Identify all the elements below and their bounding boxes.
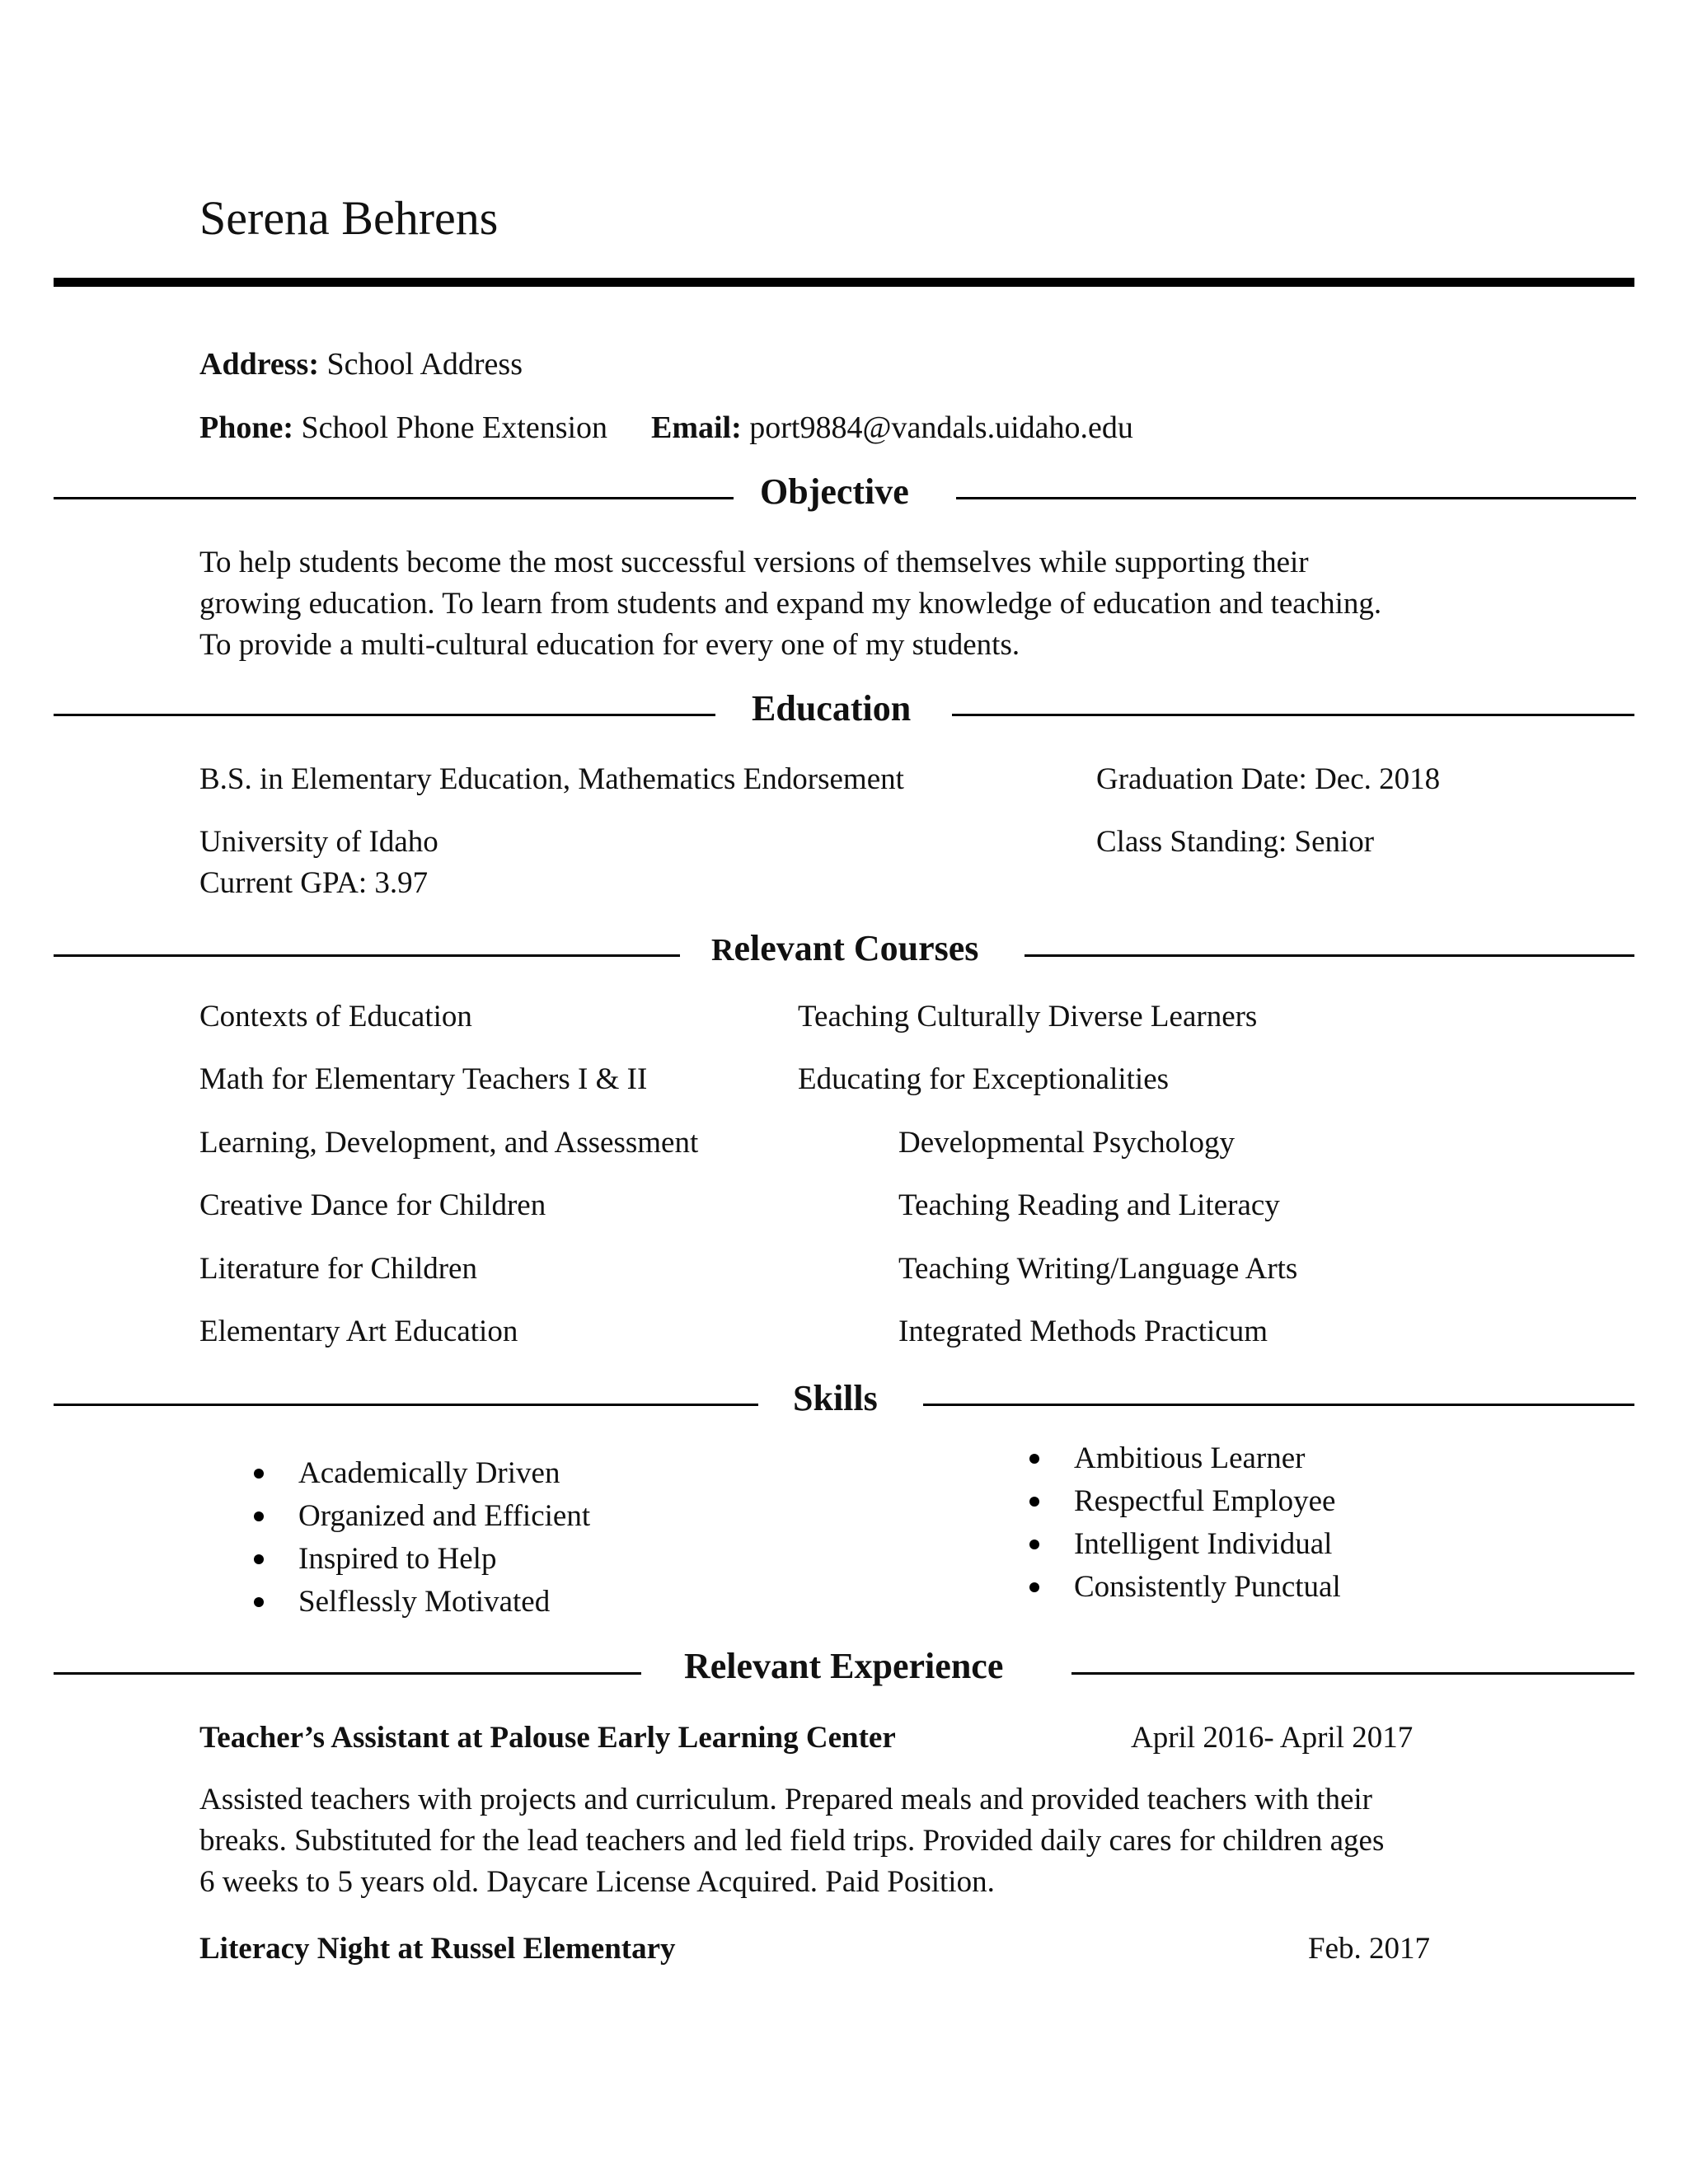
course-item: Integrated Methods Practicum <box>898 1315 1268 1348</box>
address-value: School Address <box>326 347 523 382</box>
university: University of Idaho <box>199 825 438 859</box>
address-line <box>199 349 523 380</box>
bullet-icon <box>254 1554 264 1564</box>
course-item: Elementary Art Education <box>199 1315 518 1348</box>
job-dates: April 2016- April 2017 <box>1131 1721 1414 1755</box>
bullet-icon <box>254 1597 264 1607</box>
objective-line-3: To provide a multi-cultural education for every one of my students. <box>199 628 1020 662</box>
email-line <box>651 412 1133 443</box>
courses-heading-initial: R <box>711 933 734 968</box>
objective-rule-left <box>54 497 734 499</box>
graduation-date: Graduation Date: Dec. 2018 <box>1096 762 1441 796</box>
experience-rule-right <box>1071 1672 1634 1675</box>
skill-item: Intelligent Individual <box>1025 1523 1341 1566</box>
email-value: port9884@vandals.uidaho.edu <box>749 410 1133 445</box>
course-item: Math for Elementary Teachers I & II <box>199 1062 648 1096</box>
degree: B.S. in Elementary Education, Mathematics Endorsement <box>199 762 904 796</box>
course-item: Teaching Culturally Diverse Learners <box>798 1000 1258 1033</box>
skill-item: Inspired to Help <box>249 1538 590 1581</box>
skill-item: Consistently Punctual <box>1025 1566 1341 1609</box>
objective-line-2: growing education. To learn from students and expand my knowledge of education and teaching. <box>199 587 1382 621</box>
course-item: Literature for Children <box>199 1252 477 1286</box>
education-rule-right <box>952 714 1634 716</box>
education-rule-left <box>54 714 715 716</box>
skills-rule-left <box>54 1404 758 1406</box>
job-title: Teacher’s Assistant at Palouse Early Learning Center <box>199 1721 896 1755</box>
course-item: Developmental Psychology <box>898 1126 1235 1160</box>
skill-item: Selflessly Motivated <box>249 1581 590 1624</box>
phone-label: Phone: <box>199 410 293 445</box>
courses-heading <box>711 930 978 967</box>
courses-rule-right <box>1025 954 1634 957</box>
courses-heading-rest: elevant Courses <box>734 928 979 968</box>
job-description-line-2: breaks. Substituted for the lead teachers and led field trips. Provided daily cares for children ages <box>199 1824 1385 1858</box>
job-title: Literacy Night at Russel Elementary <box>199 1932 676 1966</box>
job-dates: Feb. 2017 <box>1308 1932 1430 1966</box>
skills-heading: Skills <box>793 1378 878 1418</box>
class-standing: Class Standing: Senior <box>1096 825 1375 859</box>
address-label: Address: <box>199 347 319 382</box>
objective-line-1: To help students become the most successful versions of themselves while supporting their <box>199 546 1309 579</box>
phone-line <box>199 412 607 443</box>
email-label: Email: <box>651 410 742 445</box>
bullet-icon <box>1029 1454 1039 1464</box>
experience-rule-left <box>54 1672 641 1675</box>
header-divider <box>54 278 1634 287</box>
objective-heading: Objective <box>760 471 909 512</box>
experience-heading: Relevant Experience <box>684 1646 1004 1686</box>
skill-item: Academically Driven <box>249 1452 590 1495</box>
course-item: Learning, Development, and Assessment <box>199 1126 699 1160</box>
bullet-icon <box>1029 1497 1039 1507</box>
course-item: Educating for Exceptionalities <box>798 1062 1170 1096</box>
phone-value: School Phone Extension <box>301 410 608 445</box>
course-item: Creative Dance for Children <box>199 1188 546 1222</box>
courses-rule-left <box>54 954 680 957</box>
course-item: Contexts of Education <box>199 1000 472 1033</box>
education-heading: Education <box>752 688 912 729</box>
bullet-icon <box>1029 1540 1039 1549</box>
course-item: Teaching Writing/Language Arts <box>898 1252 1298 1286</box>
skills-rule-right <box>923 1404 1634 1406</box>
job-description-line-3: 6 weeks to 5 years old. Daycare License Acquired. Paid Position. <box>199 1865 995 1899</box>
applicant-name: Serena Behrens <box>199 191 499 245</box>
skills-list-left <box>249 1452 590 1624</box>
skill-item: Ambitious Learner <box>1025 1437 1341 1480</box>
skill-item: Respectful Employee <box>1025 1480 1341 1523</box>
bullet-icon <box>1029 1582 1039 1592</box>
skills-list-right <box>1025 1437 1341 1609</box>
bullet-icon <box>254 1511 264 1521</box>
skill-item: Organized and Efficient <box>249 1495 590 1538</box>
course-item: Teaching Reading and Literacy <box>898 1188 1280 1222</box>
objective-rule-right <box>956 497 1636 499</box>
bullet-icon <box>254 1469 264 1479</box>
job-description-line-1: Assisted teachers with projects and curriculum. Prepared meals and provided teachers with their <box>199 1783 1373 1816</box>
gpa: Current GPA: 3.97 <box>199 866 429 900</box>
